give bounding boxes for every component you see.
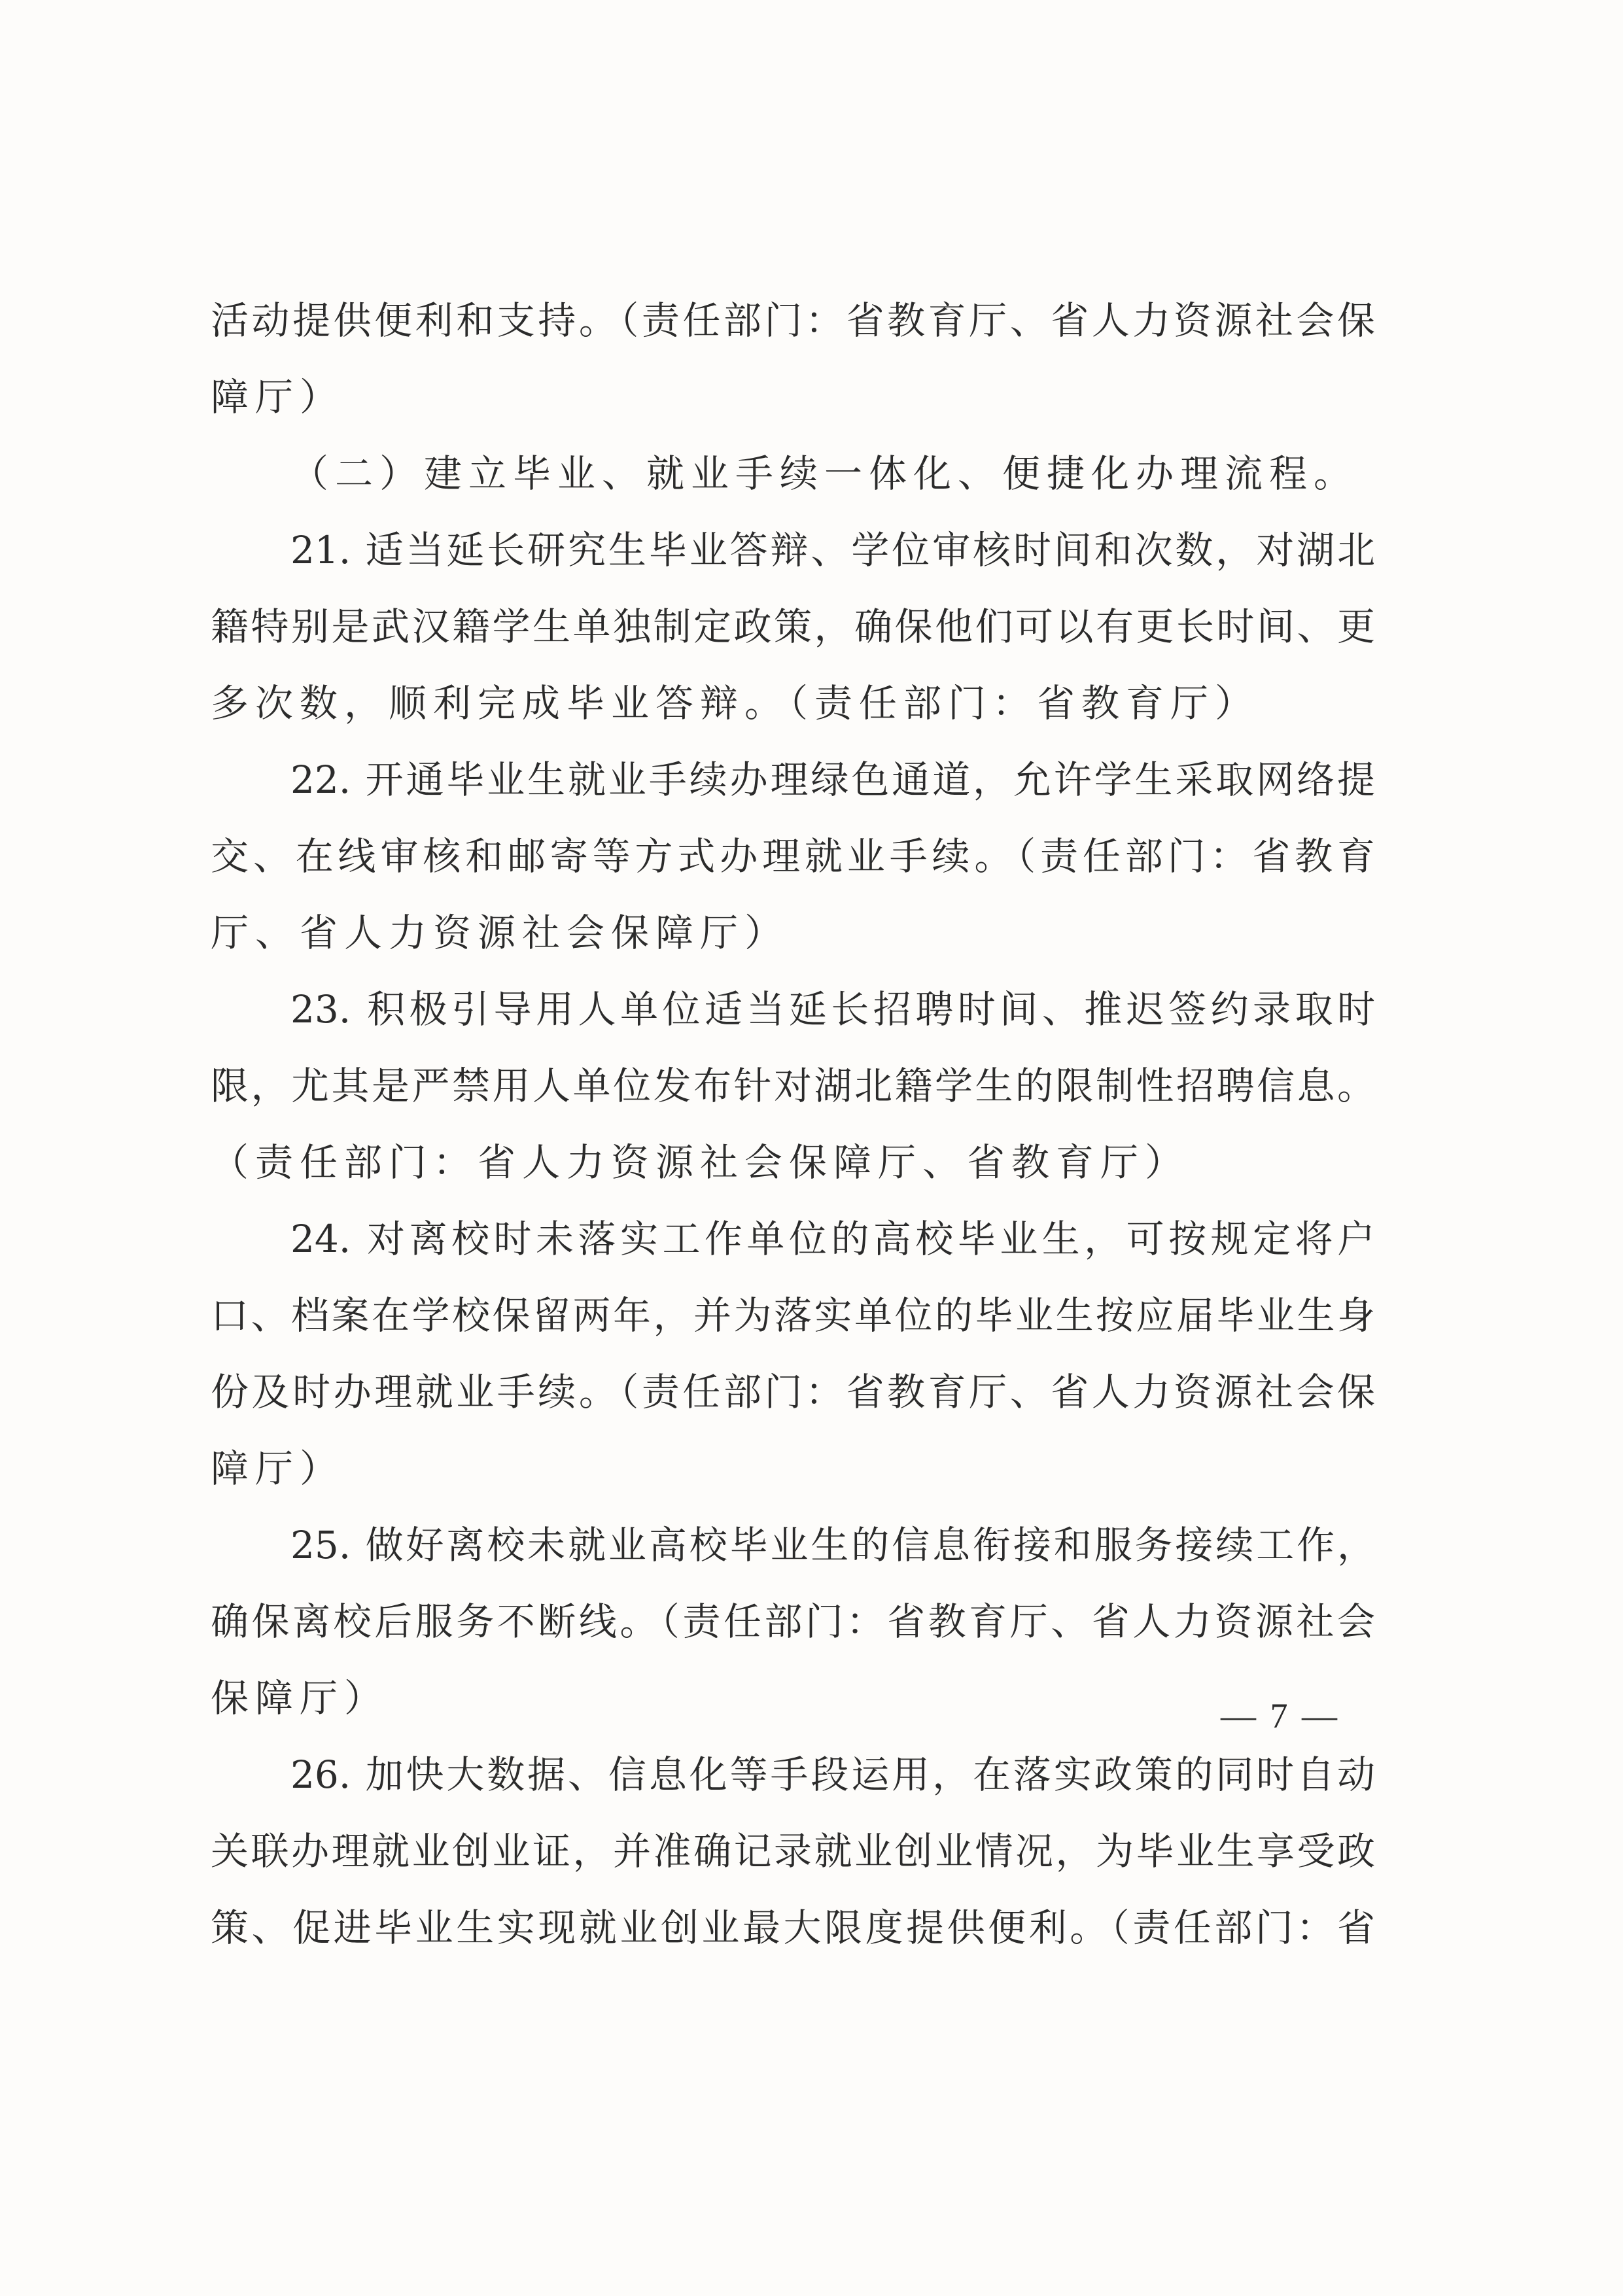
item-26-line: 26. 加快大数据、信息化等手段运用，在落实政策的同时自动 — [290, 1752, 1375, 1797]
paragraph-line: 活动提供便利和支持。（责任部门：省教育厅、省人力资源社会保 — [211, 298, 1375, 343]
item-25-line: 保障厅） — [211, 1676, 389, 1720]
item-23-line: 23. 积极引导用人单位适当延长招聘时间、推迟签约录取时 — [290, 987, 1375, 1032]
item-26-line: 策、促进毕业生实现就业创业最大限度提供便利。（责任部门：省 — [211, 1905, 1375, 1950]
item-24-line: 份及时办理就业手续。（责任部门：省教育厅、省人力资源社会保 — [211, 1370, 1375, 1414]
item-23-line: （责任部门：省人力资源社会保障厅、省教育厅） — [211, 1140, 1190, 1185]
item-25-line: 25. 做好离校未就业高校毕业生的信息衔接和服务接续工作， — [290, 1523, 1375, 1567]
item-21-line: 籍特别是武汉籍学生单独制定政策，确保他们可以有更长时间、更 — [211, 604, 1375, 649]
item-23-line: 限，尤其是严禁用人单位发布针对湖北籍学生的限制性招聘信息。 — [211, 1064, 1375, 1108]
item-24-line: 口、档案在学校保留两年，并为落实单位的毕业生按应届毕业生身 — [211, 1293, 1375, 1338]
section-heading: （二）建立毕业、就业手续一体化、便捷化办理流程。 — [290, 451, 1359, 496]
page-number: — 7 — — [1221, 1696, 1340, 1735]
item-22-line: 22. 开通毕业生就业手续办理绿色通道，允许学生采取网络提 — [290, 757, 1375, 802]
body-text — [211, 283, 1375, 1966]
item-24-line: 障厅） — [211, 1446, 345, 1491]
item-21-line: 21. 适当延长研究生毕业答辩、学位审核时间和次数，对湖北 — [290, 528, 1375, 572]
paragraph-line: 障厅） — [211, 375, 345, 419]
item-26-line: 关联办理就业创业证，并准确记录就业创业情况，为毕业生享受政 — [211, 1829, 1375, 1873]
item-24-line: 24. 对离校时未落实工作单位的高校毕业生，可按规定将户 — [290, 1217, 1375, 1261]
item-22-line: 交、在线审核和邮寄等方式办理就业手续。（责任部门：省教育 — [211, 834, 1375, 878]
item-22-line: 厅、省人力资源社会保障厅） — [211, 911, 790, 955]
item-21-line: 多次数，顺利完成毕业答辩。（责任部门：省教育厅） — [211, 681, 1260, 725]
item-25-line: 确保离校后服务不断线。（责任部门：省教育厅、省人力资源社会 — [211, 1599, 1375, 1644]
